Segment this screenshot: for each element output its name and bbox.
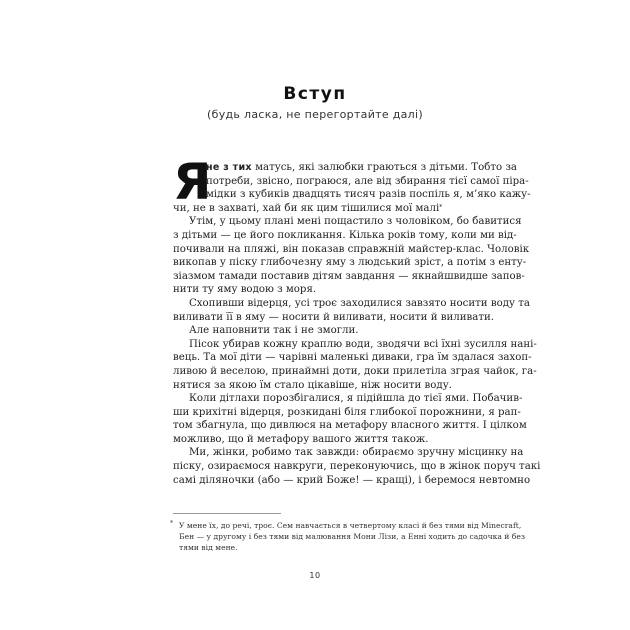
footnote-line: У мене їх, до речі, троє. Сем навчається в четвертому класі й без тями від Minecraft, [179, 521, 522, 530]
text-line: викопав у піску глибочезну яму з людський зріст, а потім з енту- [173, 257, 527, 269]
text-line: потреби, звісно, пограюся, але від збирання тієї самої піра- [206, 175, 529, 187]
text-line: Схопивши відерця, усі троє заходилися завзято носити воду та [189, 297, 530, 309]
text-line: самі ділянoчки (або — крий Боже! — кращі), і беремося невтомно [173, 474, 531, 486]
text-line: почивали на пляжі, він показав справжній майстер-клас. Чоловік [173, 243, 530, 255]
text-line: мідки з кубиків двадцять тисяч разів поспіль я, м’яко кажу- [206, 189, 531, 201]
footnote [170, 520, 525, 553]
text-line: вець. Та мої діти — чарівні маленькі диваки, гра їм здалася захоп- [173, 352, 532, 364]
lead-in-bold: не з тих [206, 162, 252, 173]
footnote-mark: * [170, 520, 173, 527]
text-line: Пісок убирав кожну краплю води, зводячи всі їхні зусилля нані- [189, 338, 537, 350]
text-line: нятися за якою їм стало цікавіше, ніж носити воду. [173, 379, 452, 391]
footnote-line: Бен — у другому і без тями від малювання Мони Лізи, а Енні ходить до садочка й без [179, 532, 525, 541]
text-line: Ми, жінки, робимо так завжди: обираємо зручну місцинку на [189, 447, 524, 459]
text-line: з дітьми — це його покликання. Кілька років тому, коли ми від- [173, 229, 517, 241]
footnote-divider [173, 513, 281, 514]
text-line: не з тих матусь, які залюбки граються з дітьми. Тобто за [206, 162, 517, 173]
chapter-title: Вступ [283, 84, 347, 104]
text-line: піску, озираємося навкруги, переконуючись, що в жінок поруч такі [173, 461, 541, 473]
chapter-subtitle: (будь ласка, не перегортайте далі) [207, 108, 423, 121]
footnote-reference[interactable]: * [439, 203, 443, 211]
text-line: зіазмом тамади поставив дітям завдання — якнайшвидше запов- [173, 270, 525, 282]
text-line: можливо, що й метафору вашого життя також. [173, 433, 429, 445]
text-line: ши крихітні відерця, розкидані біля глибокої порожнини, я рап- [173, 406, 521, 418]
text-line: чи, не в захваті, хай би як цим тішилися мої малі* [173, 202, 443, 214]
text-line: Але наповнити так і не змогли. [189, 325, 359, 337]
page-number: 10 [309, 571, 321, 580]
drop-cap: Я [173, 153, 212, 211]
text-line: Утім, у цьому плані мені пощастило з чоловіком, бо бавитися [189, 216, 522, 228]
text-line: нити ту яму водою з моря. [173, 284, 317, 296]
text-line: ливою й веселою, принаймні доти, доки прилетіла зграя чайок, га- [173, 365, 537, 377]
body-text [173, 153, 541, 487]
opening-paragraph [173, 153, 531, 215]
text-line: том збагнула, що дивлюся на метафору власного життя. І цілком [173, 420, 527, 432]
text-line: Коли дітлахи порозбігалися, я підійшла до тієї ями. Побачив- [189, 393, 523, 405]
text-line: виливати її в яму — носити й виливати, носити й виливати. [173, 311, 494, 323]
footnote-line: тями від мене. [179, 543, 238, 552]
